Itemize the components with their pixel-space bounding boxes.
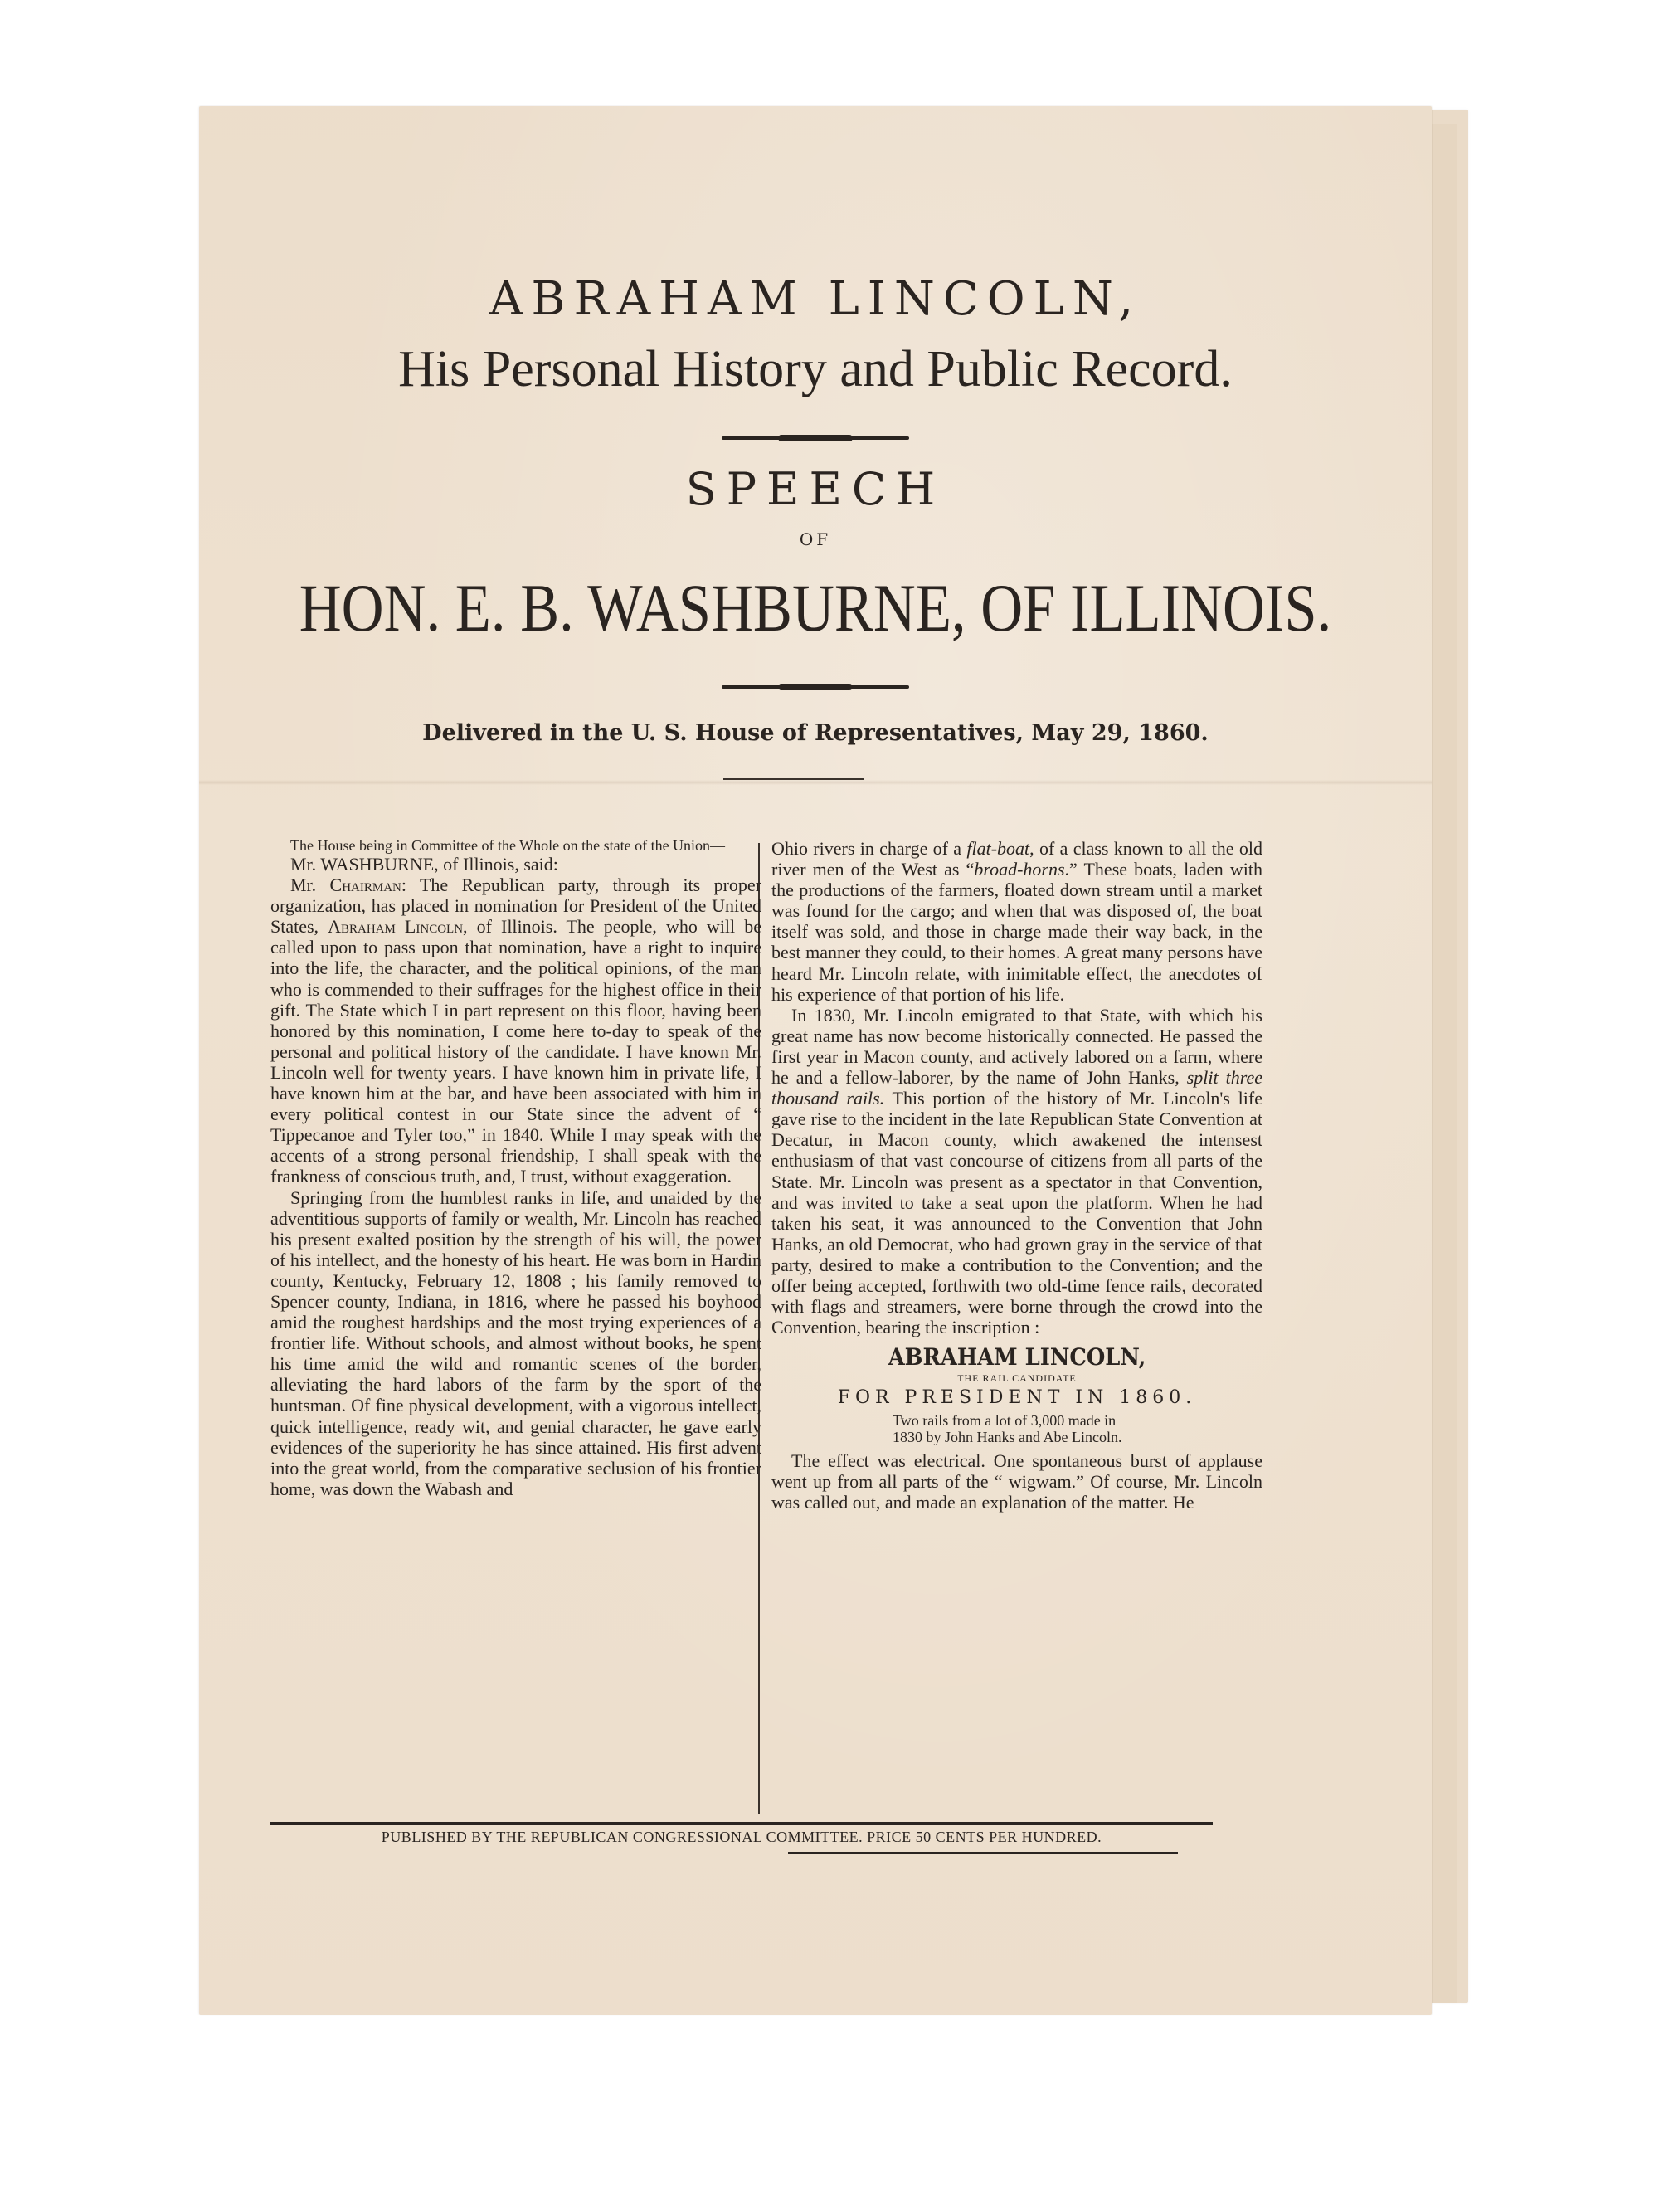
footer-rule <box>270 1822 1213 1825</box>
speech-heading: SPEECH <box>685 463 946 515</box>
document-subtitle: His Personal History and Public Record. <box>398 341 1233 397</box>
text-run: Ohio rivers in charge of a <box>771 838 967 859</box>
inscription-for-president: FOR PRESIDENT IN 1860. <box>837 1387 1197 1409</box>
paragraph: The effect was electrical. One spontaneous burst of applause went up from all parts of the “ wigwam.” Of course, Mr. Lincoln was called out, and made an explanation of the matter. He <box>771 1450 1262 1513</box>
text-run: In 1830, Mr. Lincoln emigrated to that State, with which his great name has now become historically connected. He passed the first year in Macon county, and actively labored on a farm, where he and a fellow-laborer, by the name of John Hanks, <box>771 1004 1262 1089</box>
paragraph: Springing from the humblest ranks in life, and unaided by the adventitious supports of family or wealth, Mr. Lincoln has reached his present exalted position by the strength of his will, the power of his intellect, and the honesty of his heart. He was born in Hardin county, Kentucky, February 12, 1808 ; his family removed to Spencer county, Indiana, in 1816, where he passed his boyhood amid the roughest hardships and the most trying experiences of a frontier life. Without schools, and almost without books, he spent his time amid the wild and romantic scenes of the border, alleviating the hard labors of the farm by the sport of the huntsman. Of fine physical development, with a vigorous intellect, quick intelligence, ready wit, and genial character, he gave early evidences of the superiority he has since attained. His first advent into the great world, from the comparative seclusion of his frontier home, was down the Wabash and <box>270 1186 761 1499</box>
paragraph <box>771 838 1262 1005</box>
paragraph <box>270 875 761 1186</box>
inscription-note: Two rails from a lot of 3,000 made in 1830 by John Hanks and Abe Lincoln. <box>893 1412 1122 1446</box>
speaker-name: HON. E. B. WASHBURNE, OF ILLINOIS. <box>299 570 1332 646</box>
chairman-smallcaps: Chairman <box>329 875 401 896</box>
paragraph <box>771 1005 1262 1338</box>
lincoln-smallcaps: Abraham Lincoln <box>328 916 464 938</box>
of-label: OF <box>799 529 832 549</box>
right-column <box>771 838 1262 1513</box>
inscription-name: ABRAHAM LINCOLN, <box>888 1343 1146 1372</box>
fold-line <box>199 780 1432 785</box>
text-run: , of Illinois. The people, who will be called upon to pass upon that nomination, have a right to inquire into the life, the character, and the political opinions, of the man who is commended to their suffrages for the highest office in their gift. The State which I in part represent on this floor, having been honored by this nomination, I come here to-day to speak of the personal and political history of the candidate. I have known Mr. Lincoln well for twenty years. I have known him in private life, I have known him at the bar, and have been associated with him in every political contest in our State since the advent of “ Tippecanoe and Tyler too,” in 1840. While I may speak with the accents of a strong personal friendship, I shall speak with the frankness of conscious truth, and, I trust, without exaggeration. <box>270 916 761 1187</box>
ornamental-rule-top <box>722 436 909 440</box>
text-run: : The Republican party, through its proper organization, has placed in nomination for President of the United States, <box>270 875 761 938</box>
text-run: .” These boats, laden with the productions of the farmers, floated down stream until a market was found for the cargo; and when that was disposed of, the boat itself was sold, and those in charge made their way back, in the best manner they could, to their homes. A great many persons have heard Mr. Lincoln relate, with inimitable effect, the anecdotes of his experience of that portion of his life. <box>771 859 1263 1005</box>
paper-edge <box>1432 124 1457 2003</box>
flatboat-italic: flat-boat <box>966 838 1030 859</box>
intro-line: The House being in Committee of the Whole on the state of the Union— <box>290 837 726 854</box>
footer-underline <box>788 1852 1178 1854</box>
speaker-said: Mr. WASHBURNE, of Illinois, said: <box>290 854 558 875</box>
inscription-rail-candidate: THE RAIL CANDIDATE <box>957 1372 1077 1385</box>
document-title: ABRAHAM LINCOLN, <box>489 272 1142 326</box>
ornamental-rule-middle <box>722 685 909 689</box>
ornamental-rule-small <box>723 778 864 780</box>
delivered-line: Delivered in the U. S. House of Representatives, May 29, 1860. <box>422 720 1209 746</box>
left-column <box>270 838 761 1499</box>
broadhorns-italic: broad-horns <box>974 859 1065 880</box>
inscription <box>771 1344 1262 1445</box>
text-run: , of a class known to all the old river men of the West as “ <box>771 838 1262 880</box>
rails-italic: split three thousand rails. <box>771 1067 1262 1109</box>
publisher-footer: PUBLISHED BY THE REPUBLICAN CONGRESSIONAL COMMITTEE. PRICE 50 CENTS PER HUNDRED. <box>381 1829 1102 1845</box>
text-run: Mr. <box>290 875 330 896</box>
text-run: This portion of the history of Mr. Lincoln's life gave rise to the incident in the late Republican State Convention at Decatur, in Macon county, which awakened the intensest enthusiasm of that vast concourse of citizens from all parts of the State. Mr. Lincoln was present as a spectator in that Convention, and was invited to take a seat upon the platform. When he had taken his seat, it was announced to the Convention that John Hanks, an old Democrat, who had grown gray in the service of that party, desired to make a contribution to the Convention; and the offer being accepted, forthwith two old-time fence rails, decorated with flags and streamers, were borne through the crowd into the Convention, bearing the inscription : <box>771 1088 1262 1338</box>
